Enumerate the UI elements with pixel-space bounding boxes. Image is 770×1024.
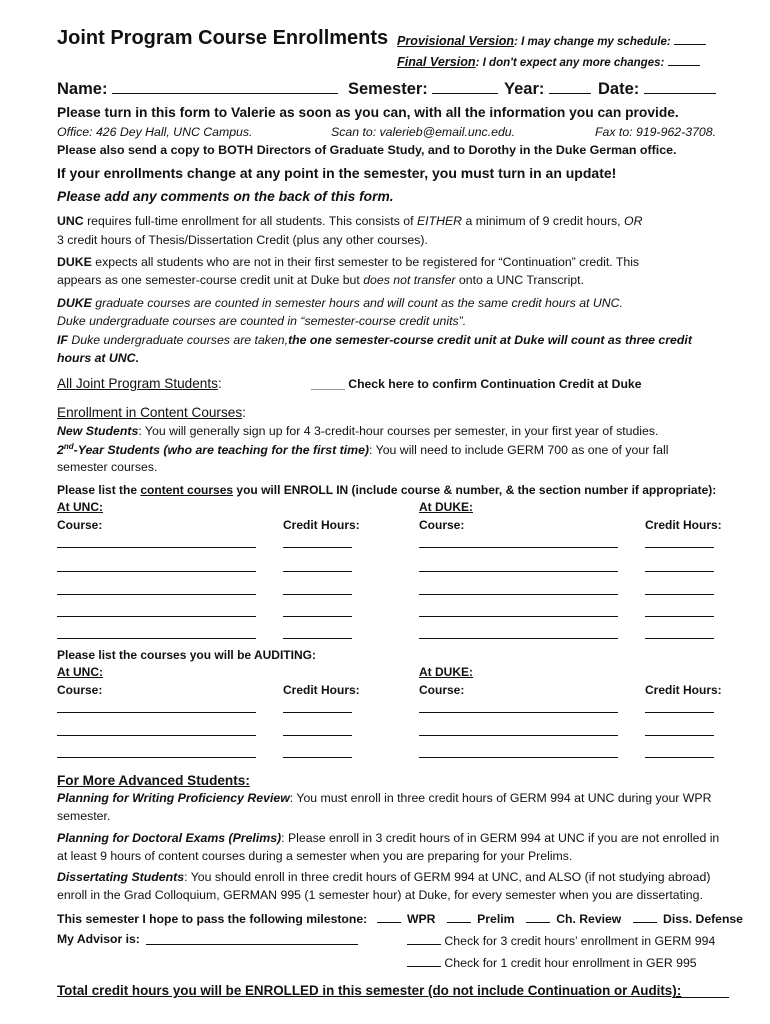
milestone-colon: : <box>363 912 368 926</box>
ger995-check-blank[interactable] <box>407 954 441 967</box>
year-input[interactable] <box>549 78 591 94</box>
second-year-num: 2 <box>57 443 64 458</box>
content-unc-course-line[interactable] <box>57 547 256 548</box>
content-unc-credit-line[interactable] <box>283 594 352 595</box>
content-duke-credit-header: Credit Hours: <box>645 518 722 532</box>
date-label: Date: <box>598 80 640 98</box>
unc-text1: requires full-time enrollment for all students. This consists of <box>83 214 417 228</box>
duke-line2b: does not transfer <box>363 273 456 287</box>
audit-unc-course-line[interactable] <box>57 757 256 758</box>
milestone-defense-blank[interactable] <box>633 910 657 923</box>
duke-courses-line2: Duke undergraduate courses are counted in “semester-course credit units”. <box>57 314 467 328</box>
wpr-line2: semester. <box>57 809 111 823</box>
audit-unc-course-header: Course: <box>57 683 103 697</box>
milestone-ch-review: Ch. Review <box>556 912 622 926</box>
duke-courses-text3b: the one semester-course credit unit at Duke will count as three credit <box>288 333 692 347</box>
content-at-duke: At DUKE: <box>419 500 473 514</box>
content-unc-course-line[interactable] <box>57 616 256 617</box>
content-unc-credit-line[interactable] <box>283 638 352 639</box>
duke-courses-text3a: Duke undergraduate courses are taken, <box>67 333 289 347</box>
audit-duke-credit-header: Credit Hours: <box>645 683 722 697</box>
advanced-heading: For More Advanced Students: <box>57 773 250 788</box>
date-input[interactable] <box>644 78 716 94</box>
name-label: Name: <box>57 80 108 98</box>
content-duke-course-line[interactable] <box>419 616 618 617</box>
content-duke-course-line[interactable] <box>419 594 618 595</box>
joint-program-heading <box>57 376 222 391</box>
unc-text2: a minimum of 9 credit hours, <box>462 214 625 228</box>
audit-unc-credit-header: Credit Hours: <box>283 683 360 697</box>
audit-duke-credit-line[interactable] <box>645 712 714 713</box>
content-duke-course-line[interactable] <box>419 638 618 639</box>
wpr-label: Planning for Writing Proficiency Review <box>57 791 290 805</box>
total-credits-label: Total credit hours you will be ENROLLED in this semester (do not include Continuation or Audits): <box>57 983 682 998</box>
second-year-note <box>57 442 668 457</box>
unc-rule-line1 <box>57 214 642 228</box>
new-students-note <box>57 424 658 438</box>
content-unc-course-header: Course: <box>57 518 103 532</box>
content-unc-credit-header: Credit Hours: <box>283 518 360 532</box>
provisional-version <box>397 32 706 48</box>
duke-lead: DUKE <box>57 255 92 269</box>
audit-unc-credit-line[interactable] <box>283 712 352 713</box>
name-field-row <box>57 78 338 99</box>
provisional-check-blank[interactable] <box>674 32 706 45</box>
unc-either: EITHER <box>416 214 463 228</box>
provisional-text: : I may change my schedule: <box>514 36 671 48</box>
diss-label: Dissertating Students <box>57 870 185 884</box>
content-heading-colon: : <box>242 405 246 420</box>
milestone-diss-defense: Diss. Defense <box>663 912 743 926</box>
germ994-check-blank[interactable] <box>407 932 441 945</box>
continuation-check-blank[interactable]: _____ <box>311 377 345 391</box>
audit-unc-credit-line[interactable] <box>283 757 352 758</box>
total-credits-input[interactable] <box>672 997 729 998</box>
duke-courses-lead: DUKE <box>57 296 92 310</box>
diss-note <box>57 870 710 884</box>
copy-instruction: Please also send a copy to BOTH Directors of Graduate Study, and to Dorothy in the Duke German office. <box>57 143 677 157</box>
joint-colon: : <box>217 376 222 391</box>
audit-duke-course-line[interactable] <box>419 735 618 736</box>
new-students-text: : You will generally sign up for 4 3-credit-hour courses per semester, in your first year of studies. <box>138 424 659 438</box>
year-label: Year: <box>504 80 545 98</box>
second-year-sup: nd <box>63 442 74 451</box>
audit-at-duke: At DUKE: <box>419 665 473 679</box>
list-text-a: Please list the <box>57 483 141 497</box>
audit-duke-course-line[interactable] <box>419 712 618 713</box>
update-warning: If your enrollments change at any point in the semester, you must turn in an update! <box>57 165 617 181</box>
audit-duke-course-line[interactable] <box>419 757 618 758</box>
unc-lead: UNC <box>57 214 84 228</box>
germ994-check-label: Check for 3 credit hours’ enrollment in GERM 994 <box>444 934 716 948</box>
advisor-input[interactable] <box>146 944 358 945</box>
audit-duke-credit-line[interactable] <box>645 757 714 758</box>
content-unc-course-line[interactable] <box>57 571 256 572</box>
wpr-text: : You must enroll in three credit hours of GERM 994 at UNC during your WPR <box>289 791 712 805</box>
content-unc-credit-line[interactable] <box>283 571 352 572</box>
audit-unc-course-line[interactable] <box>57 712 256 713</box>
comments-note: Please add any comments on the back of this form. <box>57 189 394 204</box>
provisional-label: Provisional Version <box>397 34 515 48</box>
semester-field-row <box>348 78 498 99</box>
duke-rule-line1 <box>57 255 639 269</box>
duke-line1: expects all students who are not in their first semester to be registered for “Continuation” credit. This <box>91 255 640 269</box>
diss-line2: enroll in the Grad Colloquium, GERMAN 995 (1 semester hour) at Duke, for every semester when you are dissertating. <box>57 888 703 902</box>
duke-line2a: appears as one semester-course credit unit at Duke but <box>57 273 364 287</box>
ger995-check-label: Check for 1 credit hour enrollment in GER 995 <box>444 956 697 970</box>
duke-courses-line4: hours at UNC. <box>57 351 139 365</box>
milestone-prelim-blank[interactable] <box>447 910 471 923</box>
audit-duke-credit-line[interactable] <box>645 735 714 736</box>
new-students-label: New Students <box>57 424 139 438</box>
prelim-note <box>57 831 719 845</box>
content-unc-credit-line[interactable] <box>283 547 352 548</box>
prelim-text: : Please enroll in 3 credit hours of in GERM 994 at UNC if you are not enrolled in <box>281 831 720 845</box>
content-duke-credit-line[interactable] <box>645 571 714 572</box>
duke-courses-if: IF <box>57 333 68 347</box>
prelim-line2: at least 9 hours of content courses during a semester when you are preparing for your Prelims. <box>57 849 573 863</box>
joint-label: All Joint Program Students <box>57 376 218 391</box>
milestone-review-blank[interactable] <box>526 910 550 923</box>
content-courses-heading <box>57 405 246 420</box>
duke-rule-line2 <box>57 273 584 287</box>
duke-courses-line3 <box>57 333 692 347</box>
turn-in-instruction: Please turn in this form to Valerie as soon as you can, with all the information you can provide. <box>57 105 679 120</box>
duke-line2c: onto a UNC Transcript. <box>455 273 584 287</box>
final-version <box>397 53 700 69</box>
content-duke-course-header: Course: <box>419 518 465 532</box>
wpr-note <box>57 791 711 805</box>
list-text-u: content courses <box>140 483 234 497</box>
content-duke-credit-line[interactable] <box>645 638 714 639</box>
final-label: Final Version <box>397 55 476 69</box>
germ994-check-row <box>407 932 715 948</box>
office-address: Office: 426 Dey Hall, UNC Campus. <box>57 125 253 139</box>
unc-rule-line2: 3 credit hours of Thesis/Dissertation Credit (plus any other courses). <box>57 233 428 247</box>
milestone-wpr: WPR <box>406 912 436 926</box>
audit-unc-course-line[interactable] <box>57 735 256 736</box>
year-field-row <box>504 78 591 99</box>
fax-number: Fax to: 919-962-3708. <box>595 125 716 139</box>
content-at-unc: At UNC: <box>57 500 103 514</box>
second-year-text: : You will need to include GERM 700 as one of your fall <box>369 443 669 458</box>
prelim-label: Planning for Doctoral Exams (Prelims) <box>57 831 282 845</box>
content-unc-course-line[interactable] <box>57 638 256 639</box>
milestone-wpr-blank[interactable] <box>377 910 401 923</box>
semester-input[interactable] <box>432 78 498 94</box>
semester-label: Semester: <box>348 80 428 98</box>
continuation-check-label: Check here to confirm Continuation Credit at Duke <box>344 377 642 391</box>
duke-courses-line1 <box>57 296 623 310</box>
content-duke-credit-line[interactable] <box>645 594 714 595</box>
content-duke-course-line[interactable] <box>419 547 618 548</box>
content-unc-credit-line[interactable] <box>283 616 352 617</box>
content-duke-course-line[interactable] <box>419 571 618 572</box>
content-unc-course-line[interactable] <box>57 594 256 595</box>
continuation-check[interactable] <box>311 377 642 391</box>
audit-duke-course-header: Course: <box>419 683 465 697</box>
final-text: : I don't expect any more changes: <box>475 57 665 69</box>
unc-or: OR <box>624 214 643 228</box>
content-duke-credit-line[interactable] <box>645 616 714 617</box>
ger995-check-row <box>407 954 697 970</box>
date-field-row <box>598 78 716 99</box>
page-title: Joint Program Course Enrollments <box>57 27 389 49</box>
audit-at-unc: At UNC: <box>57 665 103 679</box>
final-check-blank[interactable] <box>668 53 700 66</box>
milestone-label: This semester I hope to pass the following milestone <box>57 912 364 926</box>
scan-email: Scan to: valerieb@email.unc.edu. <box>331 125 516 139</box>
duke-courses-text1: graduate courses are counted in semester hours and will count as the same credit hours at UNC. <box>91 296 623 310</box>
content-duke-credit-line[interactable] <box>645 547 714 548</box>
milestone-row <box>57 910 743 926</box>
audit-unc-credit-line[interactable] <box>283 735 352 736</box>
milestone-prelim: Prelim <box>477 912 515 926</box>
advisor-label: My Advisor is: <box>57 932 140 946</box>
second-year-label: -Year Students (who are teaching for the first time) <box>73 443 370 458</box>
second-year-line2: semester courses. <box>57 460 158 474</box>
auditing-heading: Please list the courses you will be AUDITING: <box>57 648 316 662</box>
content-heading-text: Enrollment in Content Courses <box>57 405 243 420</box>
name-input[interactable] <box>112 78 338 94</box>
list-text-b: you will ENROLL IN (include course & number, & the section number if appropriate): <box>233 483 717 497</box>
content-list-instruction <box>57 483 716 497</box>
diss-text: : You should enroll in three credit hours of GERM 994 at UNC, and ALSO (if not studying abroad) <box>184 870 711 884</box>
